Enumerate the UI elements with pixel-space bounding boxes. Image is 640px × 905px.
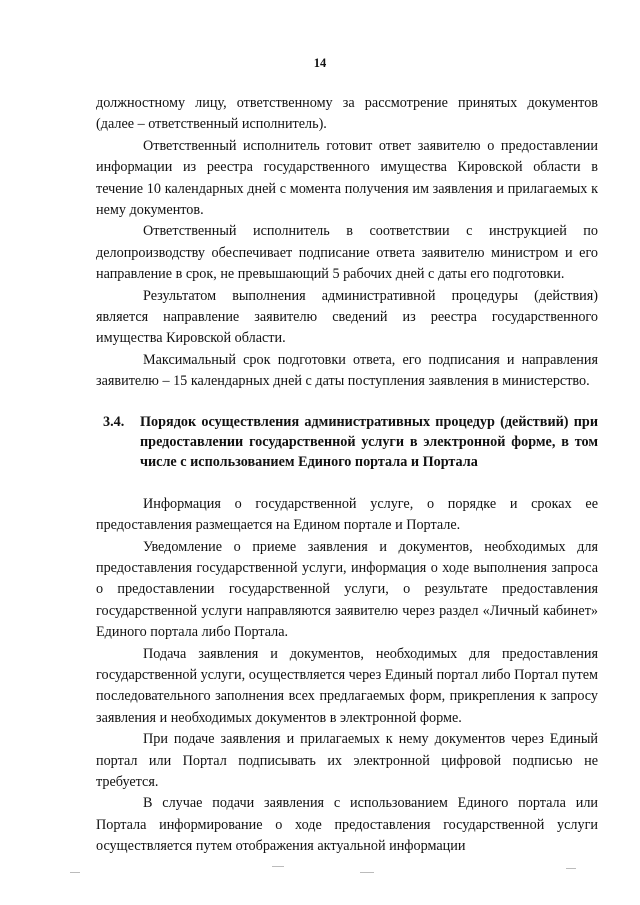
- paragraphs-after: [96, 494, 598, 858]
- paragraph: Ответственный исполнитель в соответствии с инструкцией по делопроизводству обеспечивает подписание ответа заявителю министром и его направление в срок, не превышающий 5 рабочих дней с даты его подготовки.: [96, 223, 598, 283]
- paragraph: Максимальный срок подготовки ответа, его подписания и направления заявителю – 15 календарных дней с даты поступления заявления в министерство.: [96, 351, 598, 390]
- section-heading: [96, 412, 598, 472]
- scan-artifact: [70, 872, 80, 873]
- paragraph: В случае подачи заявления с использованием Единого портала или Портала информирование о ходе предоставления государственной услуги осуществляется путем отображения актуальной информации: [96, 795, 598, 855]
- scan-artifact: [272, 866, 284, 867]
- section-number: 3.4.: [103, 413, 125, 430]
- paragraph: Результатом выполнения административной процедуры (действия) является направление заявителю сведений из реестра государственного имущества Кировской области.: [96, 287, 598, 347]
- paragraph: Уведомление о приеме заявления и документов, необходимых для предоставления государственной услуги, информация о ходе выполнения запроса о предоставлении государственной услуги, о результате предоставления государственной услуги направляются заявителю через раздел «Личный кабинет» Единого портала либо Портала.: [96, 538, 598, 641]
- scan-artifact: [360, 872, 374, 873]
- paragraph: При подаче заявления и прилагаемых к нему документов через Единый портал или Портал подписывать их электронной цифровой подписью не требуется.: [96, 731, 598, 790]
- paragraph: Ответственный исполнитель готовит ответ заявителю о предоставлении информации из реестра государственного имущества Кировской области в течение 10 календарных дней с момента получения им заявления и прилагаемых к нему документов.: [96, 137, 598, 219]
- document-body: [96, 93, 598, 858]
- paragraph: Информация о государственной услуге, о порядке и сроках ее предоставления размещается на Едином портале и Портале.: [96, 495, 598, 534]
- page-number: 14: [313, 56, 327, 70]
- paragraphs-before: [96, 93, 598, 393]
- paragraph: должностному лицу, ответственному за рассмотрение принятых документов (далее – ответственный исполнитель).: [96, 95, 598, 133]
- scan-artifact: [566, 868, 576, 869]
- section-title: Порядок осуществления административных процедур (действий) при предоставлении государственной услуги в электронной форме, в том числе с использованием Единого портала и Портала: [140, 413, 598, 470]
- paragraph: Подача заявления и документов, необходимых для предоставления государственной услуги, осуществляется через Единый портал либо Портал путем последовательного заполнения всех предлагаемых форм, прикрепления к запросу заявления и необходимых документов в электронной форме.: [96, 645, 598, 726]
